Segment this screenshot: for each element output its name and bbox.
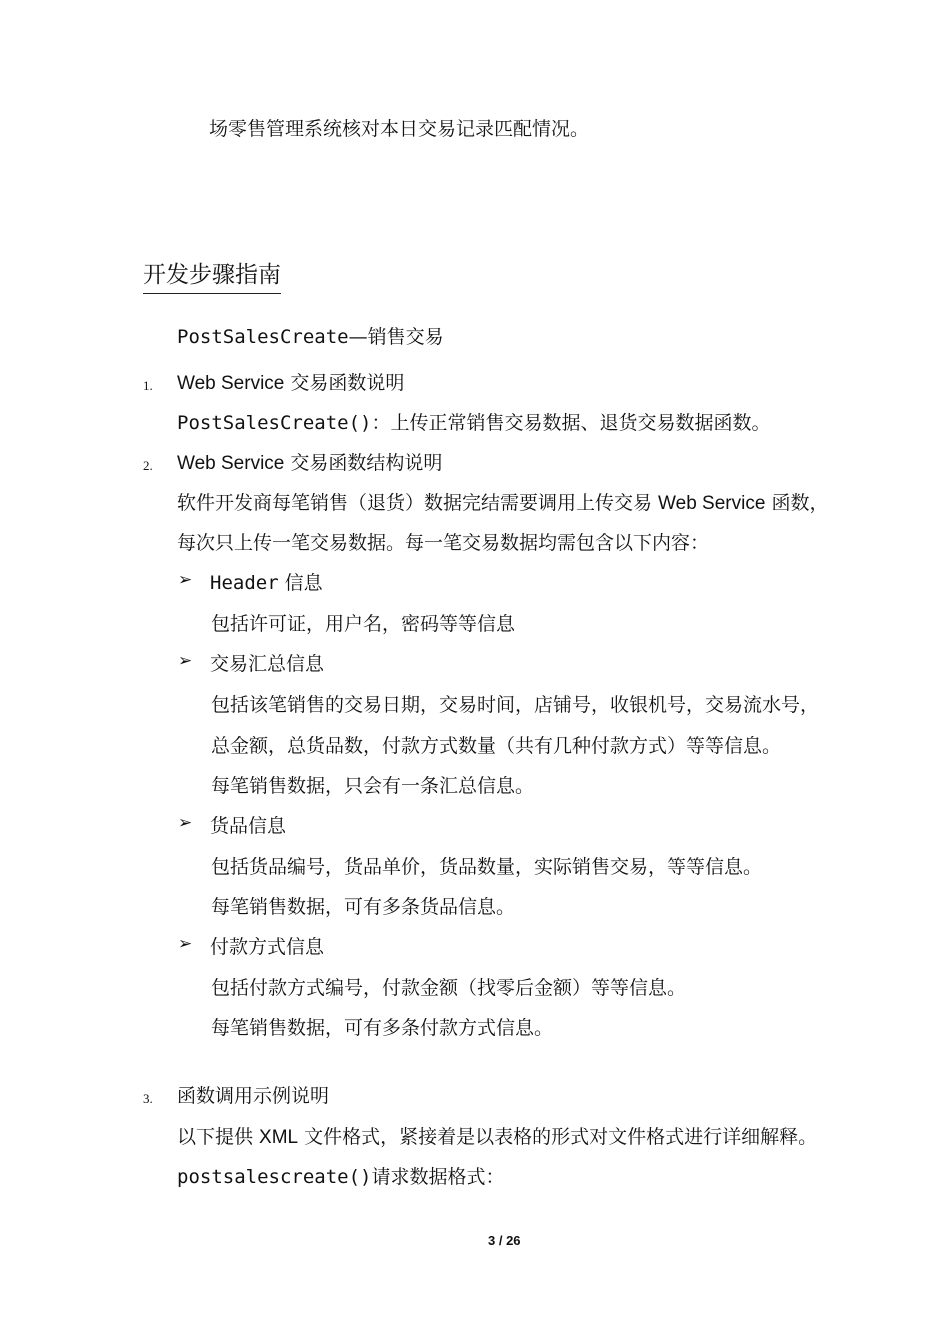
item-heading-2-cjk: 交易函数结构说明 [284,452,443,474]
bullet-title-summary: 交易汇总信息 [210,653,325,675]
para-text-end: 函数， [765,492,829,514]
para-text: 以下提供 [177,1126,260,1148]
function-title-suffix: —销售交易 [348,326,444,348]
page-total: 26 [506,1233,521,1248]
function-title [177,322,444,349]
item-heading-1-latin: Web Service [177,373,285,394]
item-number-2: 2. [143,458,153,473]
arrow-bullet-icon: ➢ [178,570,193,590]
bullet-title-goods: 货品信息 [210,815,287,837]
carryover-paragraph: 场零售管理系统核对本日交易记录匹配情况。 [209,118,590,140]
para-text: 请求数据格式： [371,1166,505,1188]
item-desc-1 [177,408,770,435]
page-number [488,1233,521,1248]
bullet-line: 包括许可证，用户名，密码等等信息 [211,613,516,635]
item-heading-3: 函数调用示例说明 [177,1085,330,1107]
para-latin: XML [259,1127,299,1148]
item-paragraph-3-line-2 [177,1162,504,1189]
item-paragraph-2-line-1 [177,488,828,515]
item-heading-2-latin: Web Service [177,453,285,474]
item-desc-1-text: ：上传正常销售交易数据、退货交易数据函数。 [371,412,771,434]
item-heading-1-cjk: 交易函数说明 [284,372,405,394]
para-text-end: 文件格式，紧接着是以表格的形式对文件格式进行详细解释。 [298,1126,818,1148]
function-title-api: PostSalesCreate [177,326,349,348]
para-text: 软件开发商每笔销售（退货）数据完结需要调用上传交易 [177,492,659,514]
bullet-line: 总金额，总货品数，付款方式数量（共有几种付款方式）等等信息。 [211,735,782,757]
bullet-line: 包括付款方式编号，付款金额（找零后金额）等等信息。 [211,977,687,999]
bullet-title-payment: 付款方式信息 [210,936,325,958]
para-code: postsalescreate() [177,1166,372,1188]
item-number-1: 1. [143,378,153,393]
item-paragraph-2-line-2: 每次只上传一笔交易数据。每一笔交易数据均需包含以下内容： [177,532,710,554]
bullet-line: 每笔销售数据，只会有一条汇总信息。 [211,775,535,797]
para-latin: Web Service [658,493,766,514]
bullet-line: 包括货品编号，货品单价，货品数量，实际销售交易，等等信息。 [211,856,763,878]
item-heading-1 [177,368,404,395]
page-current: 3 [488,1233,496,1248]
bullet-title-header [210,568,323,595]
section-heading: 开发步骤指南 [143,256,281,294]
bullet-line: 包括该笔销售的交易日期，交易时间，店铺号，收银机号，交易流水号， [211,694,820,716]
item-number-3: 3. [143,1091,153,1106]
bullet-title-text: 信息 [278,572,323,594]
arrow-bullet-icon: ➢ [178,651,193,671]
bullet-line: 每笔销售数据，可有多条付款方式信息。 [211,1017,554,1039]
item-paragraph-3-line-1 [177,1122,817,1149]
bullet-title-code: Header [210,572,279,594]
page-separator: / [495,1233,507,1248]
bullet-line: 每笔销售数据，可有多条货品信息。 [211,896,516,918]
arrow-bullet-icon: ➢ [178,813,193,833]
item-heading-2 [177,448,442,475]
arrow-bullet-icon: ➢ [178,934,193,954]
item-desc-1-code: PostSalesCreate() [177,412,372,434]
